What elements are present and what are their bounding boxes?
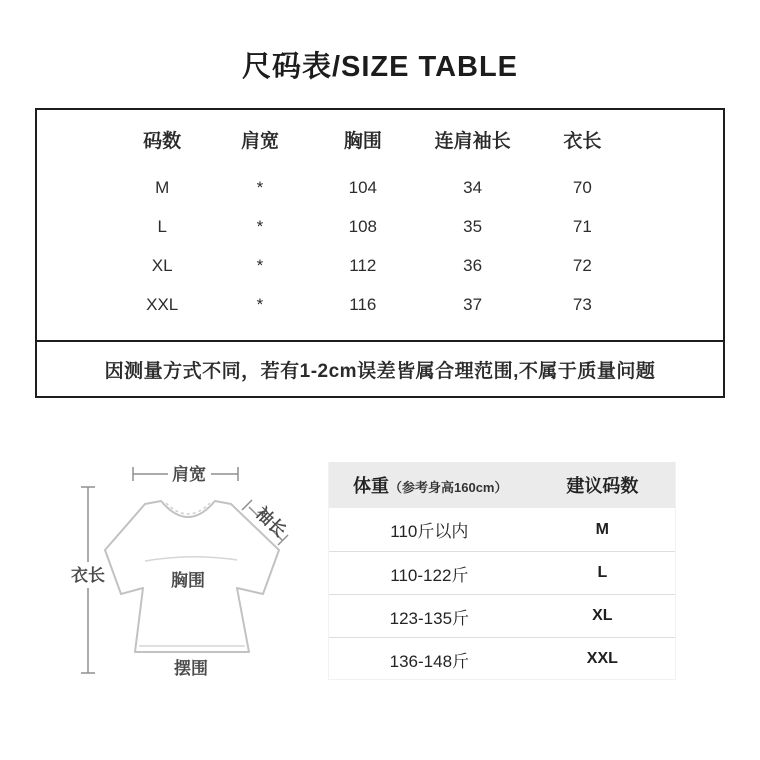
sleeve-value: 35 [463, 216, 483, 236]
tshirt-measurement-diagram [55, 440, 325, 710]
measurement-tolerance-note: 因测量方式不同，若有1-2cm误差皆属合理范围,不属于质量问题 [37, 340, 723, 396]
length-value: 71 [572, 216, 592, 236]
weight-range: 110-122斤 [390, 565, 469, 585]
weight-table-header [329, 462, 675, 508]
table-spacer [37, 324, 723, 340]
length-value: 70 [572, 177, 592, 197]
col-header-size: 码数 [143, 130, 182, 152]
suggested-size-header: 建议码数 [566, 476, 639, 496]
table-row [37, 168, 723, 207]
chest-value: 104 [348, 177, 378, 197]
weight-row [329, 637, 675, 680]
hem-label: 摆围 [174, 659, 208, 678]
col-header-sleeve: 连肩袖长 [434, 130, 511, 152]
size-table [35, 108, 725, 398]
table-row [37, 207, 723, 246]
shoulder-value: * [256, 255, 264, 275]
length-value: 73 [572, 294, 592, 314]
weight-row [329, 551, 675, 594]
weight-header-cell [329, 472, 530, 498]
shoulder-width-label: 肩宽 [172, 465, 206, 484]
size-value: M [155, 177, 170, 197]
sleeve-length-label: 袖长 [251, 503, 290, 541]
size-value: XXL [146, 294, 179, 314]
chest-value: 108 [348, 216, 378, 236]
size-value: L [157, 216, 167, 236]
weight-range: 123-135斤 [389, 608, 470, 628]
chest-value: 112 [349, 255, 377, 275]
table-row [37, 285, 723, 324]
weight-suggestion-table [328, 462, 676, 680]
weight-row [329, 594, 675, 637]
chest-label: 胸围 [171, 571, 205, 590]
garment-length-label: 衣长 [71, 566, 105, 585]
suggested-size: M [595, 520, 609, 538]
shoulder-value: * [256, 216, 264, 236]
weight-header-note: （参考身高160cm） [389, 480, 508, 495]
suggested-size: XL [592, 607, 613, 624]
weight-row [329, 508, 675, 551]
sleeve-value: 36 [463, 255, 483, 275]
sleeve-value: 34 [463, 177, 483, 197]
col-header-chest: 胸围 [343, 130, 382, 152]
sleeve-value: 37 [463, 294, 483, 314]
length-value: 72 [572, 255, 592, 275]
size-table-header-row [37, 110, 723, 168]
page-title: 尺码表/SIZE TABLE [241, 51, 519, 83]
weight-header-label: 体重 [353, 476, 389, 496]
suggested-size: XXL [586, 650, 618, 667]
shoulder-value: * [256, 294, 264, 314]
chest-value: 116 [349, 294, 377, 314]
size-value: XL [151, 255, 173, 275]
table-row [37, 246, 723, 285]
col-header-shoulder: 肩宽 [240, 130, 279, 152]
tshirt-diagram-icon [55, 440, 325, 710]
col-header-length: 衣长 [563, 130, 602, 152]
shoulder-value: * [256, 177, 264, 197]
weight-range: 136-148斤 [389, 651, 470, 671]
weight-range: 110斤以内 [390, 522, 469, 541]
suggested-size: L [597, 564, 608, 581]
